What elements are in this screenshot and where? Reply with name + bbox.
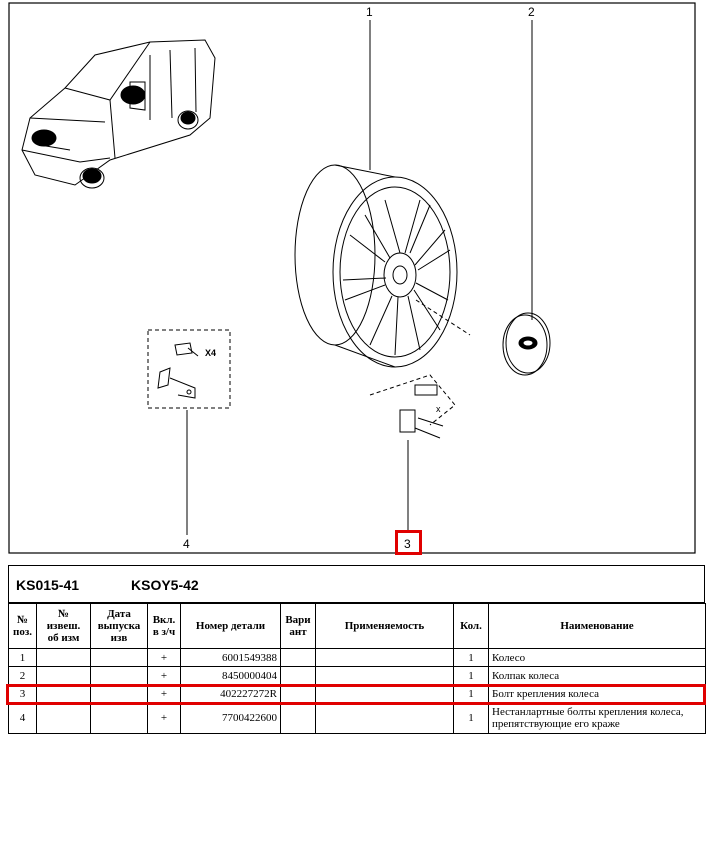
cell-part-number: 6001549388: [181, 649, 281, 667]
diagram-frame: [9, 3, 695, 553]
table-row[interactable]: [9, 667, 706, 685]
col-pos: № поз.: [9, 604, 37, 649]
bolt-illustration: [370, 375, 455, 438]
catalog-code-2: KSOY5-42: [131, 577, 199, 593]
catalog-code-1: KS015-41: [16, 577, 80, 593]
callout-2: 2: [528, 5, 535, 19]
cell-pos: 3: [9, 685, 37, 703]
cell-applicability: [316, 667, 454, 685]
cell-applicability: [316, 649, 454, 667]
cell-notice: [37, 667, 91, 685]
cell-notice: [37, 649, 91, 667]
cell-name: Болт крепления колеса: [489, 685, 706, 703]
car-illustration: [22, 40, 215, 188]
cell-qty: 1: [454, 667, 489, 685]
cell-variant: [281, 703, 316, 734]
hub-cap-illustration: [503, 313, 550, 375]
cell-part-number: 7700422600: [181, 703, 281, 734]
col-variant: Вари ант: [281, 604, 316, 649]
cell-date: [91, 649, 148, 667]
row-3-highlight: [6, 684, 706, 705]
callout-1: 1: [366, 5, 373, 19]
svg-text:x: x: [436, 404, 441, 414]
callout-4: 4: [183, 537, 190, 551]
cell-notice: [37, 703, 91, 734]
col-incl: Вкл. в з/ч: [148, 604, 181, 649]
cell-date: [91, 667, 148, 685]
col-notice: № извеш. об изм: [37, 604, 91, 649]
cell-pos: 4: [9, 703, 37, 734]
cell-variant: [281, 649, 316, 667]
callout-3: 3: [404, 537, 411, 551]
cell-pos: 2: [9, 667, 37, 685]
col-qty: Кол.: [454, 604, 489, 649]
table-row[interactable]: [9, 649, 706, 667]
cell-variant: [281, 667, 316, 685]
cell-name: Нестанлартные болты крепления колеса, препятствующие его краже: [489, 703, 706, 734]
cell-incl: +: [148, 649, 181, 667]
callout-3-highlight: [395, 530, 422, 555]
cell-qty: 1: [454, 703, 489, 734]
cell-applicability: [316, 703, 454, 734]
cell-name: Колесо: [489, 649, 706, 667]
col-applicability: Применяемость: [316, 604, 454, 649]
col-name: Наименование: [489, 604, 706, 649]
cell-incl: +: [148, 685, 181, 703]
col-date: Дата выпуска изв: [91, 604, 148, 649]
qty-label: X4: [205, 348, 217, 358]
catalog-header: [8, 565, 705, 603]
parts-table: [8, 603, 706, 734]
table-row[interactable]: [9, 703, 706, 734]
cell-incl: +: [148, 703, 181, 734]
cell-date: [91, 703, 148, 734]
leader-lines: [187, 20, 532, 535]
cell-pos: 1: [9, 649, 37, 667]
col-part-number: Номер детали: [181, 604, 281, 649]
cell-qty: 1: [454, 649, 489, 667]
cell-name: Колпак колеса: [489, 667, 706, 685]
cell-qty: 1: [454, 685, 489, 703]
wheel-illustration: [295, 165, 470, 367]
cell-part-number: 8450000404: [181, 667, 281, 685]
anti-theft-bolts-illustration: [148, 330, 230, 408]
table-header-row: [9, 604, 706, 649]
cell-incl: +: [148, 667, 181, 685]
cell-part-number: 402227272R: [181, 685, 281, 703]
